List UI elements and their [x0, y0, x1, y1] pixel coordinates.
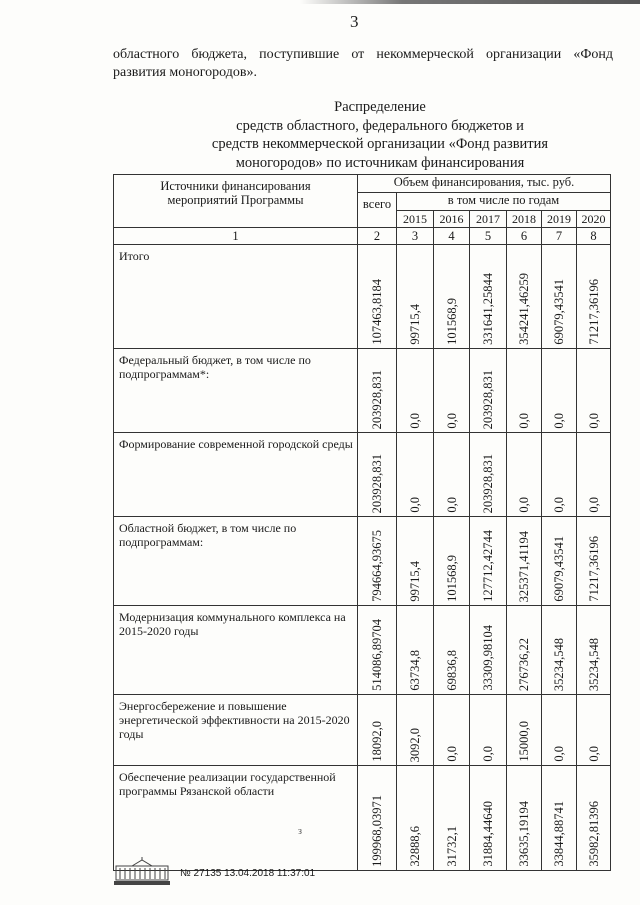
source-cell: Федеральный бюджет, в том числе по подпрограммам*: — [114, 349, 358, 433]
value-cell — [542, 766, 577, 871]
value-cell — [507, 695, 542, 766]
building-emblem-icon — [110, 856, 174, 886]
value-text: 331641,25844 — [481, 273, 495, 345]
value-cell — [507, 766, 542, 871]
table-row — [114, 766, 611, 871]
table-row — [114, 433, 611, 517]
value-cell — [358, 766, 397, 871]
value-text: 0,0 — [408, 497, 422, 513]
value-text: 33309,98104 — [481, 625, 495, 691]
value-cell — [434, 766, 470, 871]
title-line-3: средств некоммерческой организации «Фонд развития — [211, 136, 549, 152]
value-cell — [434, 606, 470, 695]
value-text: 127712,42744 — [481, 530, 495, 602]
value-text: 63734,8 — [408, 650, 422, 691]
source-cell: Итого — [114, 245, 358, 349]
value-text: 69079,43541 — [552, 536, 566, 602]
value-cell — [397, 766, 434, 871]
value-cell — [470, 606, 507, 695]
value-cell — [397, 433, 434, 517]
header-volume: Объем финансирования, тыс. руб. — [358, 175, 611, 193]
source-cell: Модернизация коммунального комплекса на 2015-2020 годы — [114, 606, 358, 695]
value-cell — [358, 606, 397, 695]
value-cell — [507, 245, 542, 349]
value-cell — [507, 433, 542, 517]
value-cell — [397, 517, 434, 606]
value-text: 514086,89704 — [370, 619, 384, 691]
value-text: 0,0 — [481, 746, 495, 762]
value-text: 203928,831 — [370, 453, 384, 513]
title-line-1: Распределение — [334, 99, 426, 115]
value-text: 15000,0 — [517, 721, 531, 762]
value-cell — [470, 695, 507, 766]
value-cell — [542, 517, 577, 606]
value-text: 199968,03971 — [370, 795, 384, 867]
value-text: 354241,46259 — [517, 273, 531, 345]
column-index: 3 — [397, 228, 434, 245]
value-text: 35234,548 — [586, 637, 601, 691]
value-cell — [542, 245, 577, 349]
value-cell — [434, 245, 470, 349]
header-total: всего — [358, 193, 397, 228]
header-source: Источники финансирования мероприятий Программы — [114, 175, 358, 228]
value-cell — [470, 349, 507, 433]
value-text: 0,0 — [552, 413, 566, 429]
value-text: 33635,19194 — [517, 801, 531, 867]
value-cell — [434, 517, 470, 606]
value-cell — [577, 245, 611, 349]
value-cell — [542, 433, 577, 517]
value-text: 69836,8 — [444, 650, 459, 691]
column-index: 8 — [577, 228, 611, 245]
year-header: 2019 — [542, 211, 577, 228]
value-cell — [397, 349, 434, 433]
value-text: 203928,831 — [481, 369, 495, 429]
value-text: 0,0 — [517, 413, 531, 429]
value-text: 35982,81396 — [586, 801, 601, 867]
value-cell — [577, 606, 611, 695]
source-cell: Энергосбережение и повышение энергетической эффективности на 2015-2020 годы — [114, 695, 358, 766]
column-index: 1 — [114, 228, 358, 245]
value-text: 71217,36196 — [586, 536, 601, 602]
value-text: 0,0 — [517, 497, 531, 513]
value-cell — [507, 606, 542, 695]
value-text: 31732,1 — [444, 826, 459, 867]
small-mark: з — [298, 826, 302, 837]
value-text: 794664,93675 — [370, 530, 384, 602]
value-text: 107463,8184 — [370, 279, 384, 345]
year-header: 2020 — [577, 211, 611, 228]
year-header: 2018 — [507, 211, 542, 228]
value-text: 0,0 — [586, 497, 601, 513]
value-text: 0,0 — [586, 413, 601, 429]
column-index: 4 — [434, 228, 470, 245]
intro-text — [113, 46, 613, 82]
value-text: 325371,41194 — [517, 530, 531, 602]
year-header: 2016 — [434, 211, 470, 228]
source-cell: Областной бюджет, в том числе по подпрограммам: — [114, 517, 358, 606]
value-cell — [507, 517, 542, 606]
value-cell — [358, 245, 397, 349]
value-cell — [542, 349, 577, 433]
value-cell — [577, 517, 611, 606]
column-index: 7 — [542, 228, 577, 245]
value-cell — [470, 517, 507, 606]
table-body — [114, 245, 611, 871]
table-row — [114, 695, 611, 766]
value-cell — [577, 766, 611, 871]
source-cell: Формирование современной городской среды — [114, 433, 358, 517]
value-text: 203928,831 — [481, 453, 495, 513]
value-cell — [577, 349, 611, 433]
value-cell — [434, 433, 470, 517]
value-text: 0,0 — [552, 746, 566, 762]
table-row — [114, 349, 611, 433]
value-text: 0,0 — [444, 497, 459, 513]
page-number: 3 — [350, 12, 359, 31]
table-row — [114, 245, 611, 349]
value-text: 31884,44640 — [481, 801, 495, 867]
value-text: 0,0 — [408, 413, 422, 429]
value-text: 99715,4 — [408, 304, 422, 345]
index-row — [114, 228, 611, 245]
value-text: 99715,4 — [408, 561, 422, 602]
value-cell — [397, 245, 434, 349]
year-header: 2017 — [470, 211, 507, 228]
column-index: 5 — [470, 228, 507, 245]
value-cell — [358, 433, 397, 517]
table-row — [114, 517, 611, 606]
value-cell — [577, 433, 611, 517]
value-text: 69079,43541 — [552, 279, 566, 345]
footer — [110, 856, 370, 886]
section-title — [150, 98, 610, 172]
value-cell — [397, 606, 434, 695]
value-text: 33844,88741 — [552, 801, 566, 867]
registration-stamp: № 27135 13.04.2018 11:37:01 — [180, 868, 316, 879]
value-cell — [434, 349, 470, 433]
column-index: 2 — [358, 228, 397, 245]
scan-edge-line — [300, 0, 640, 4]
value-text: 101568,9 — [444, 298, 459, 345]
value-text: 0,0 — [444, 413, 459, 429]
value-cell — [358, 349, 397, 433]
value-text: 0,0 — [586, 746, 601, 762]
value-cell — [397, 695, 434, 766]
value-text: 0,0 — [552, 497, 566, 513]
value-text: 276736,22 — [517, 637, 531, 691]
title-line-4: моногородов» по источникам финансирования — [235, 154, 525, 171]
value-text: 35234,548 — [552, 637, 566, 691]
value-cell — [358, 517, 397, 606]
value-cell — [470, 766, 507, 871]
table-row — [114, 606, 611, 695]
header-years: в том числе по годам — [397, 193, 611, 211]
intro-line-2: развития моногородов». — [113, 65, 257, 80]
value-cell — [507, 349, 542, 433]
value-cell — [434, 695, 470, 766]
value-text: 32888,6 — [408, 826, 422, 867]
source-cell: Обеспечение реализации государственной программы Рязанской области — [114, 766, 358, 871]
value-text: 71217,36196 — [586, 279, 601, 345]
year-header: 2015 — [397, 211, 434, 228]
value-cell — [470, 245, 507, 349]
value-text: 203928,831 — [370, 369, 384, 429]
value-text: 101568,9 — [444, 555, 459, 602]
value-cell — [542, 695, 577, 766]
value-cell — [542, 606, 577, 695]
value-text: 18092,0 — [370, 721, 384, 762]
financing-table — [113, 174, 611, 871]
value-text: 0,0 — [444, 746, 459, 762]
intro-line-1: областного бюджета, поступившие от некоммерческой организации «Фонд — [113, 47, 613, 62]
title-line-2: средств областного, федерального бюджетов и — [236, 117, 524, 134]
column-index: 6 — [507, 228, 542, 245]
value-text: 3092,0 — [408, 727, 422, 762]
value-cell — [470, 433, 507, 517]
value-cell — [577, 695, 611, 766]
value-cell — [358, 695, 397, 766]
